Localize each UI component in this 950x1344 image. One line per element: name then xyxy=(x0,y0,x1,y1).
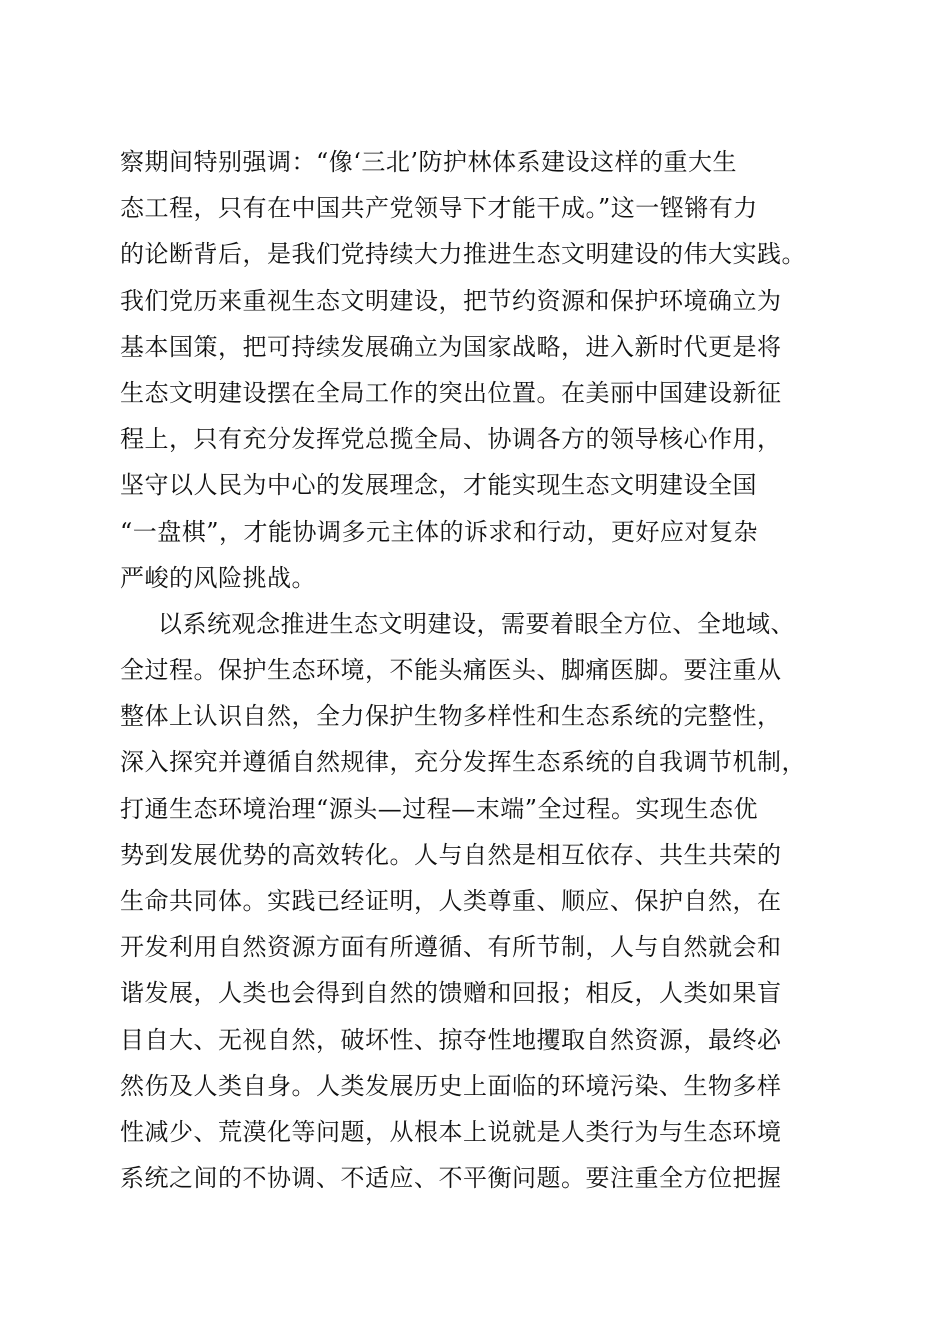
text-line: 谐发展，人类也会得到自然的馈赠和回报；相反，人类如果盲 xyxy=(120,979,782,1008)
paragraph-2 xyxy=(120,601,840,1201)
text-line: 察期间特别强调：“像‘三北’防护林体系建设这样的重大生 xyxy=(120,148,738,176)
text-line: 然伤及人类自身。人类发展历史上面临的环境污染、生物多样 xyxy=(120,1071,782,1100)
body-text xyxy=(120,139,840,1201)
text-line: 生命共同体。实践已经证明，人类尊重、顺应、保护自然，在 xyxy=(120,887,782,915)
text-line: 基本国策，把可持续发展确立为国家战略，进入新时代更是将 xyxy=(120,332,782,361)
text-line: 整体上认识自然，全力保护生物多样性和生态系统的完整性， xyxy=(120,702,782,731)
text-line: 深入探究并遵循自然规律，充分发挥生态系统的自我调节机制， xyxy=(120,748,806,777)
text-line: “一盘棋”，才能协调多元主体的诉求和行动，更好应对复杂 xyxy=(120,517,759,546)
text-line: 打通生态环境治理“源头—过程—末端”全过程。实现生态优 xyxy=(120,794,759,823)
text-line: 的论断背后，是我们党持续大力推进生态文明建设的伟大实践。 xyxy=(120,240,806,269)
text-line: 系统之间的不协调、不适应、不平衡问题。要注重全方位把握 xyxy=(120,1164,782,1193)
text-line: 生态文明建设摆在全局工作的突出位置。在美丽中国建设新征 xyxy=(120,378,782,407)
text-line: 程上，只有充分发挥党总揽全局、协调各方的领导核心作用， xyxy=(120,425,782,454)
text-line: 性减少、荒漠化等问题，从根本上说就是人类行为与生态环境 xyxy=(120,1117,782,1146)
text-line: 势到发展优势的高效转化。人与自然是相互依存、共生共荣的 xyxy=(120,840,782,869)
text-line: 开发利用自然资源方面有所遵循、有所节制，人与自然就会和 xyxy=(120,933,782,962)
text-line: 目自大、无视自然，破坏性、掠夺性地攫取自然资源，最终必 xyxy=(120,1025,782,1054)
text-line: 态工程，只有在中国共产党领导下才能干成。”这一铿锵有力 xyxy=(120,194,758,223)
paragraph-1 xyxy=(120,139,840,601)
text-line: 严峻的风险挑战。 xyxy=(120,563,316,592)
text-line: 坚守以人民为中心的发展理念，才能实现生态文明建设全国 xyxy=(120,471,757,500)
text-line: 全过程。保护生态环境，不能头痛医头、脚痛医脚。要注重从 xyxy=(120,656,782,685)
text-line: 我们党历来重视生态文明建设，把节约资源和保护环境确立为 xyxy=(120,286,782,315)
text-line: 以系统观念推进生态文明建设，需要着眼全方位、全地域、 xyxy=(158,609,795,638)
